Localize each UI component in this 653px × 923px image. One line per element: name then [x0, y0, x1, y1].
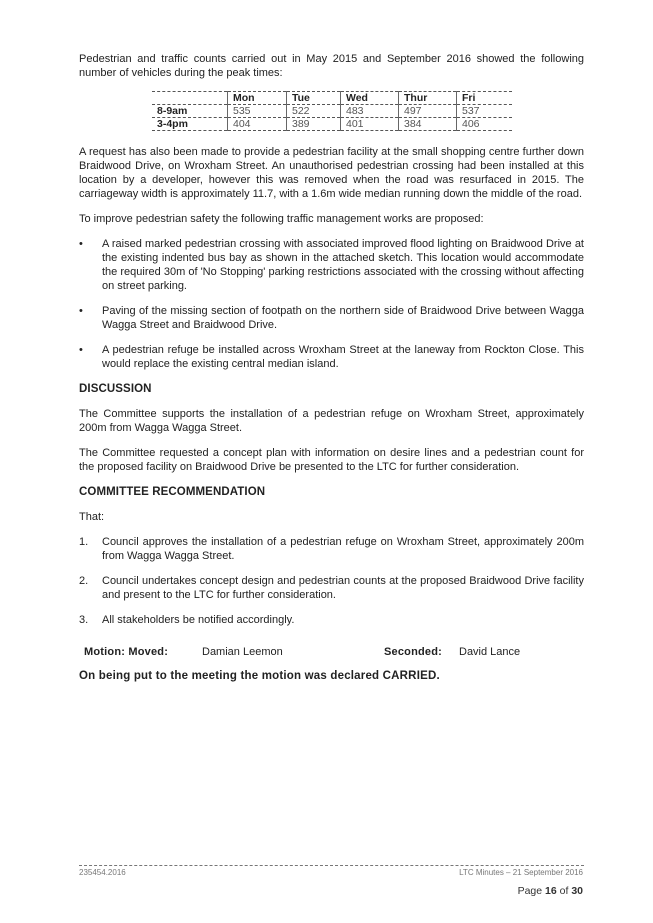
- page-prefix: Page: [517, 885, 543, 897]
- vehicle-counts-table: [152, 91, 512, 131]
- improve-paragraph: To improve pedestrian safety the following traffic management works are proposed:: [79, 213, 484, 225]
- recommendation-heading: COMMITTEE RECOMMENDATION: [79, 486, 266, 498]
- table-cell: 406: [457, 118, 513, 131]
- footer-divider: [79, 865, 584, 866]
- list-item-number: 3.: [79, 614, 89, 626]
- seconder-name: David Lance: [459, 646, 521, 658]
- table-cell: 401: [341, 118, 399, 131]
- bullet-icon: •: [79, 344, 83, 356]
- table-header-cell: Tue: [287, 92, 341, 105]
- footer-doc-title: LTC Minutes – 21 September 2016: [459, 868, 583, 877]
- discussion-paragraph: The Committee supports the installation of a pedestrian refuge on Wroxham Street, approximately 200m from Wagga Wagga Street.: [79, 408, 584, 434]
- table-cell: 522: [287, 105, 341, 118]
- table-header-cell: Mon: [228, 92, 287, 105]
- list-item-number: 2.: [79, 575, 89, 587]
- discussion-paragraph: The Committee requested a concept plan with information on desire lines and a pedestrian count for the proposed facility on Braidwood Drive be presented to the LTC for further consideration.: [79, 447, 584, 473]
- page-total: 30: [571, 885, 583, 897]
- list-item-text: Paving of the missing section of footpath on the northern side of Braidwood Drive between Wagga Wagga Street and Braidwood Drive.: [102, 305, 584, 331]
- table-row: [152, 105, 512, 118]
- table-cell: 384: [399, 118, 457, 131]
- list-item: [79, 237, 584, 293]
- carried-statement: On being put to the meeting the motion was declared CARRIED.: [79, 670, 440, 682]
- list-item-text: All stakeholders be notified accordingly.: [102, 614, 295, 626]
- that-label: That:: [79, 511, 105, 523]
- intro-paragraph: Pedestrian and traffic counts carried out in May 2015 and September 2016 showed the following number of vehicles during the peak times:: [79, 53, 584, 79]
- table-row-label: 3-4pm: [152, 118, 228, 131]
- list-item: [79, 574, 584, 602]
- bullet-icon: •: [79, 305, 83, 317]
- bullet-icon: •: [79, 238, 83, 250]
- footer-doc-ref: 235454.2016: [79, 868, 126, 877]
- list-item-text: A raised marked pedestrian crossing with associated improved flood lighting on Braidwood Drive at the existing indented bus bay as shown in the attached sketch. This location would accommodate the required 30m of 'No Stopping' parking restrictions associated with the crossing without affecting on street parking.: [102, 238, 584, 292]
- table-cell: 497: [399, 105, 457, 118]
- table-header-cell: Wed: [341, 92, 399, 105]
- page-number: [518, 885, 583, 897]
- moved-label: Motion: Moved:: [84, 646, 169, 658]
- table-header-cell: Fri: [457, 92, 513, 105]
- list-item: [79, 535, 584, 563]
- discussion-heading: DISCUSSION: [79, 383, 152, 395]
- list-item: [79, 613, 584, 627]
- table-header-cell: Thur: [399, 92, 457, 105]
- page-of: of: [559, 885, 569, 897]
- page-content: [79, 52, 584, 683]
- motion-line: [84, 645, 584, 659]
- mover-name: Damian Leemon: [202, 646, 283, 658]
- list-item-text: Council approves the installation of a pedestrian refuge on Wroxham Street, approximately 200m from Wagga Wagga Street.: [102, 536, 584, 562]
- seconded-label: Seconded:: [384, 646, 443, 658]
- table-cell: 483: [341, 105, 399, 118]
- page-current: 16: [545, 885, 557, 897]
- table-header-row: [152, 92, 512, 105]
- table-cell: 404: [228, 118, 287, 131]
- table-row: [152, 118, 512, 131]
- list-item: [79, 304, 584, 332]
- list-item-number: 1.: [79, 536, 89, 548]
- request-paragraph: A request has also been made to provide a pedestrian facility at the small shopping centre further down Braidwood Drive, on Wroxham Street. An unauthorised pedestrian crossing had been installed at this location by a developer, however this was removed when the road was resurfaced in 2015. The carriageway width is approximately 11.7, with a 1.6m wide median running down the middle of the road.: [79, 146, 584, 200]
- table-cell: 537: [457, 105, 513, 118]
- table-cell: 535: [228, 105, 287, 118]
- table-row-label: 8-9am: [152, 105, 228, 118]
- list-item-text: A pedestrian refuge be installed across Wroxham Street at the laneway from Rockton Close. This would replace the existing central median island.: [102, 344, 584, 370]
- list-item: [79, 343, 584, 371]
- list-item-text: Council undertakes concept design and pedestrian counts at the proposed Braidwood Drive facility and present to the LTC for further consideration.: [102, 575, 584, 601]
- proposal-list: [79, 237, 584, 371]
- table-cell: 389: [287, 118, 341, 131]
- table-header-cell: [152, 92, 228, 105]
- recommendation-list: [79, 535, 584, 627]
